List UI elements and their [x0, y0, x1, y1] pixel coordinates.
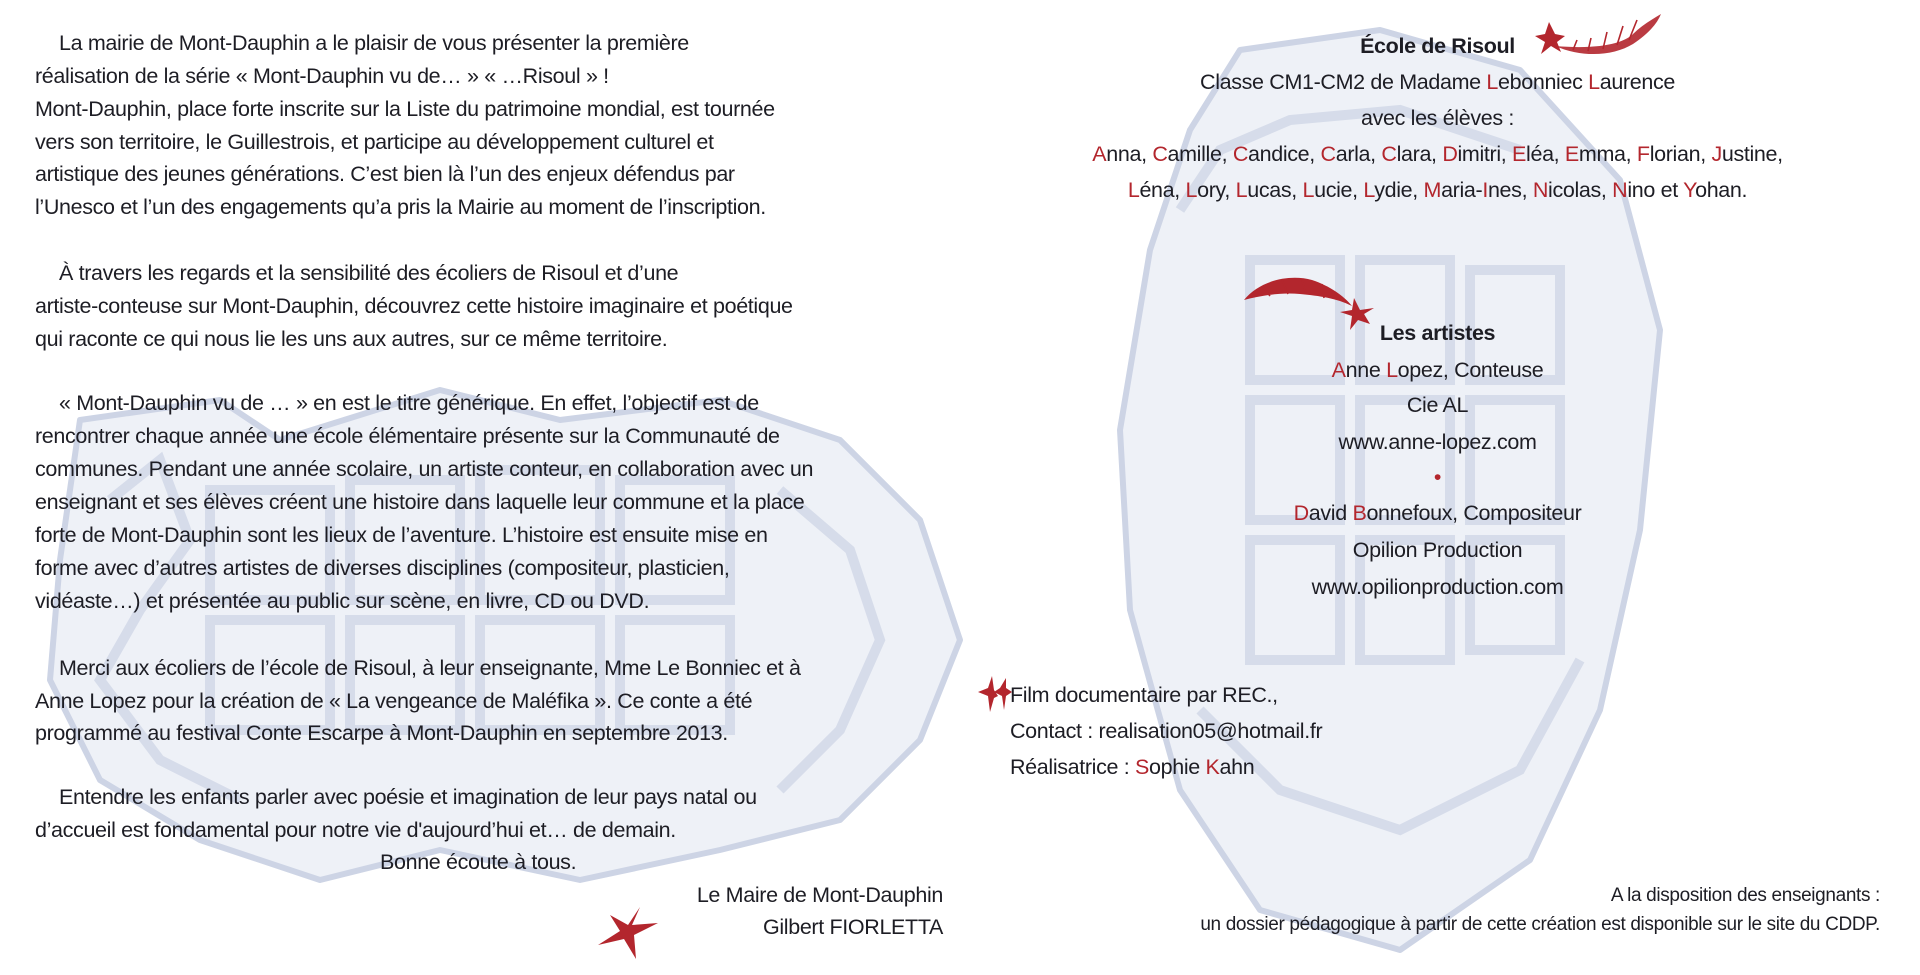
artist-1-company: Cie AL: [1406, 393, 1469, 417]
paragraph-line: À travers les regards et la sensibilité des écoliers de Risoul et d’une: [59, 261, 679, 285]
artist-2-name: [985, 500, 1890, 526]
signature-title: Le Maire de Mont-Dauphin: [696, 883, 943, 907]
rich-text: [1294, 501, 1582, 525]
teachers-note-body: un dossier pédagogique à partir de cette création est disponible sur le site du CDDP.: [1200, 914, 1880, 935]
red-initial: E: [1512, 142, 1527, 166]
red-initial: E: [1564, 142, 1579, 166]
text-run: nes,: [1487, 178, 1533, 202]
red-initial: S: [1135, 755, 1149, 779]
text-run: Classe CM1-CM2 de Madame: [1200, 70, 1487, 94]
separator-dot: •: [1433, 465, 1442, 489]
paragraph-line: communes. Pendant une année scolaire, un artiste conteur, en collaboration avec un: [35, 457, 814, 481]
text-run: ohan.: [1695, 178, 1748, 202]
film-contact-email[interactable]: Contact : realisation05@hotmail.fr: [1010, 719, 1323, 743]
text-run: ucas,: [1247, 178, 1303, 202]
text-run: imitri,: [1457, 142, 1513, 166]
red-initial: L: [1588, 70, 1600, 94]
artist-2-website-link[interactable]: www.opilionproduction.com: [1311, 575, 1564, 599]
red-initial: J: [1711, 142, 1722, 166]
film-director: [1010, 754, 1254, 780]
text-run: mma,: [1578, 142, 1637, 166]
text-run: nne: [1345, 358, 1387, 382]
text-run: arla,: [1335, 142, 1382, 166]
red-initial: A: [1331, 358, 1346, 382]
paragraph-line: forte de Mont-Dauphin sont les lieux de l’aventure. L’histoire est ensuite mise en: [35, 523, 768, 547]
red-initial: B: [1352, 501, 1367, 525]
paragraph-line: Entendre les enfants parler avec poésie et imagination de leur pays natal ou: [59, 785, 757, 809]
text-run: ino et: [1627, 178, 1684, 202]
artist-1-website-link[interactable]: www.anne-lopez.com: [1338, 430, 1537, 454]
paragraph-line: rencontrer chaque année une école élémentaire présente sur la Communauté de: [35, 424, 780, 448]
rich-text: [1010, 755, 1254, 779]
students-line-2: [985, 177, 1890, 203]
red-double-star-icon: [978, 676, 1012, 712]
rich-text: [1128, 178, 1747, 202]
red-initial: C: [1320, 142, 1336, 166]
paragraph-line: forme avec d’autres artistes de diverses disciplines (compositeur, plasticien,: [35, 556, 730, 580]
text-run: onnefoux, Compositeur: [1366, 501, 1582, 525]
red-initial: C: [1152, 142, 1168, 166]
text-run: ahn: [1219, 755, 1255, 779]
text-run: aria-: [1441, 178, 1483, 202]
paragraph-line: artiste-conteuse sur Mont-Dauphin, découvrez cette histoire imaginaire et poétique: [35, 294, 793, 318]
red-initial: N: [1532, 178, 1549, 202]
red-initial: I: [1482, 178, 1488, 202]
text-run: icolas,: [1548, 178, 1613, 202]
rich-text: [1332, 358, 1544, 382]
feather-quill-icon: [1240, 272, 1376, 332]
red-initial: K: [1205, 755, 1220, 779]
text-run: ory,: [1197, 178, 1236, 202]
red-initial: L: [1386, 358, 1398, 382]
text-run: opez, Conteuse: [1397, 358, 1544, 382]
red-initial: M: [1423, 178, 1442, 202]
film-credit: Film documentaire par REC.,: [1010, 683, 1278, 707]
paragraph-line: vers son territoire, le Guillestrois, et participe au développement culturel et: [35, 130, 714, 154]
red-initial: L: [1363, 178, 1375, 202]
artists-title: Les artistes: [1379, 321, 1496, 345]
text-run: Réalisatrice :: [1010, 755, 1135, 779]
text-run: éna,: [1139, 178, 1186, 202]
text-run: aurence: [1599, 70, 1675, 94]
teachers-note-heading: A la disposition des enseignants :: [1610, 885, 1880, 906]
red-initial: L: [1486, 70, 1499, 94]
red-initial: F: [1636, 142, 1650, 166]
class-line: [985, 69, 1890, 95]
feather-quill-icon: [1533, 12, 1665, 67]
text-run: léa,: [1526, 142, 1565, 166]
paragraph-line: artistique des jeunes générations. C’est bien là l’un des enjeux défendus par: [35, 162, 735, 186]
red-initial: D: [1293, 501, 1309, 525]
paragraph-line: Anne Lopez pour la création de « La vengeance de Maléfika ». Ce conte a été: [35, 689, 753, 713]
text-run: ustine,: [1721, 142, 1783, 166]
closing-line: Bonne écoute à tous.: [380, 850, 577, 874]
rich-text: [1200, 70, 1675, 94]
paragraph-line: l’Unesco et l’un des engagements qu’a pris la Mairie au moment de l’inscription.: [35, 195, 766, 219]
paragraph-line: programmé au festival Conte Escarpe à Mont-Dauphin en septembre 2013.: [35, 721, 728, 745]
artist-1-name: [985, 357, 1890, 383]
red-initial: A: [1092, 142, 1107, 166]
text-run: ophie: [1149, 755, 1206, 779]
text-run: lara,: [1396, 142, 1443, 166]
text-run: avid: [1308, 501, 1353, 525]
paragraph-line: « Mont-Dauphin vu de … » en est le titre générique. En effet, l’objectif est de: [59, 391, 759, 415]
students-intro: avec les élèves :: [1361, 106, 1514, 130]
signature-name: Gilbert FIORLETTA: [762, 915, 943, 939]
rich-text: [1092, 142, 1783, 166]
paragraph-line: qui raconte ce qui nous lie les uns aux autres, sur ce même territoire.: [35, 327, 668, 351]
text-run: amille,: [1167, 142, 1233, 166]
paragraph-line: d’accueil est fondamental pour notre vie d'aujourd’hui et… de demain.: [35, 818, 676, 842]
red-initial: D: [1442, 142, 1458, 166]
school-title: École de Risoul: [1360, 34, 1515, 58]
red-initial: C: [1232, 142, 1249, 166]
artist-2-company: Opilion Production: [1352, 538, 1523, 562]
red-initial: L: [1302, 178, 1315, 202]
paragraph-line: réalisation de la série « Mont-Dauphin vu de… » « …Risoul » !: [35, 64, 609, 88]
red-initial: L: [1185, 178, 1198, 202]
red-star-icon: [596, 905, 660, 961]
students-line-1: [985, 141, 1890, 167]
text-run: ydie,: [1374, 178, 1424, 202]
paragraph-line: Merci aux écoliers de l’école de Risoul, à leur enseignante, Mme Le Bonniec et à: [59, 656, 801, 680]
paragraph-line: vidéaste…) et présentée au public sur scène, en livre, CD ou DVD.: [35, 589, 650, 613]
text-run: ebonniec: [1498, 70, 1589, 94]
red-initial: L: [1127, 178, 1140, 202]
red-initial: N: [1612, 178, 1628, 202]
text-run: andice,: [1248, 142, 1321, 166]
paragraph-line: La mairie de Mont-Dauphin a le plaisir de vous présenter la première: [59, 31, 689, 55]
red-initial: C: [1381, 142, 1397, 166]
text-run: ucie,: [1314, 178, 1364, 202]
paragraph-line: Mont-Dauphin, place forte inscrite sur la Liste du patrimoine mondial, est tournée: [35, 97, 775, 121]
text-run: nna,: [1106, 142, 1153, 166]
text-run: lorian,: [1649, 142, 1712, 166]
red-initial: Y: [1683, 178, 1696, 202]
red-initial: L: [1235, 178, 1248, 202]
paragraph-line: enseignant et ses élèves créent une histoire dans laquelle leur commune et la place: [35, 490, 805, 514]
